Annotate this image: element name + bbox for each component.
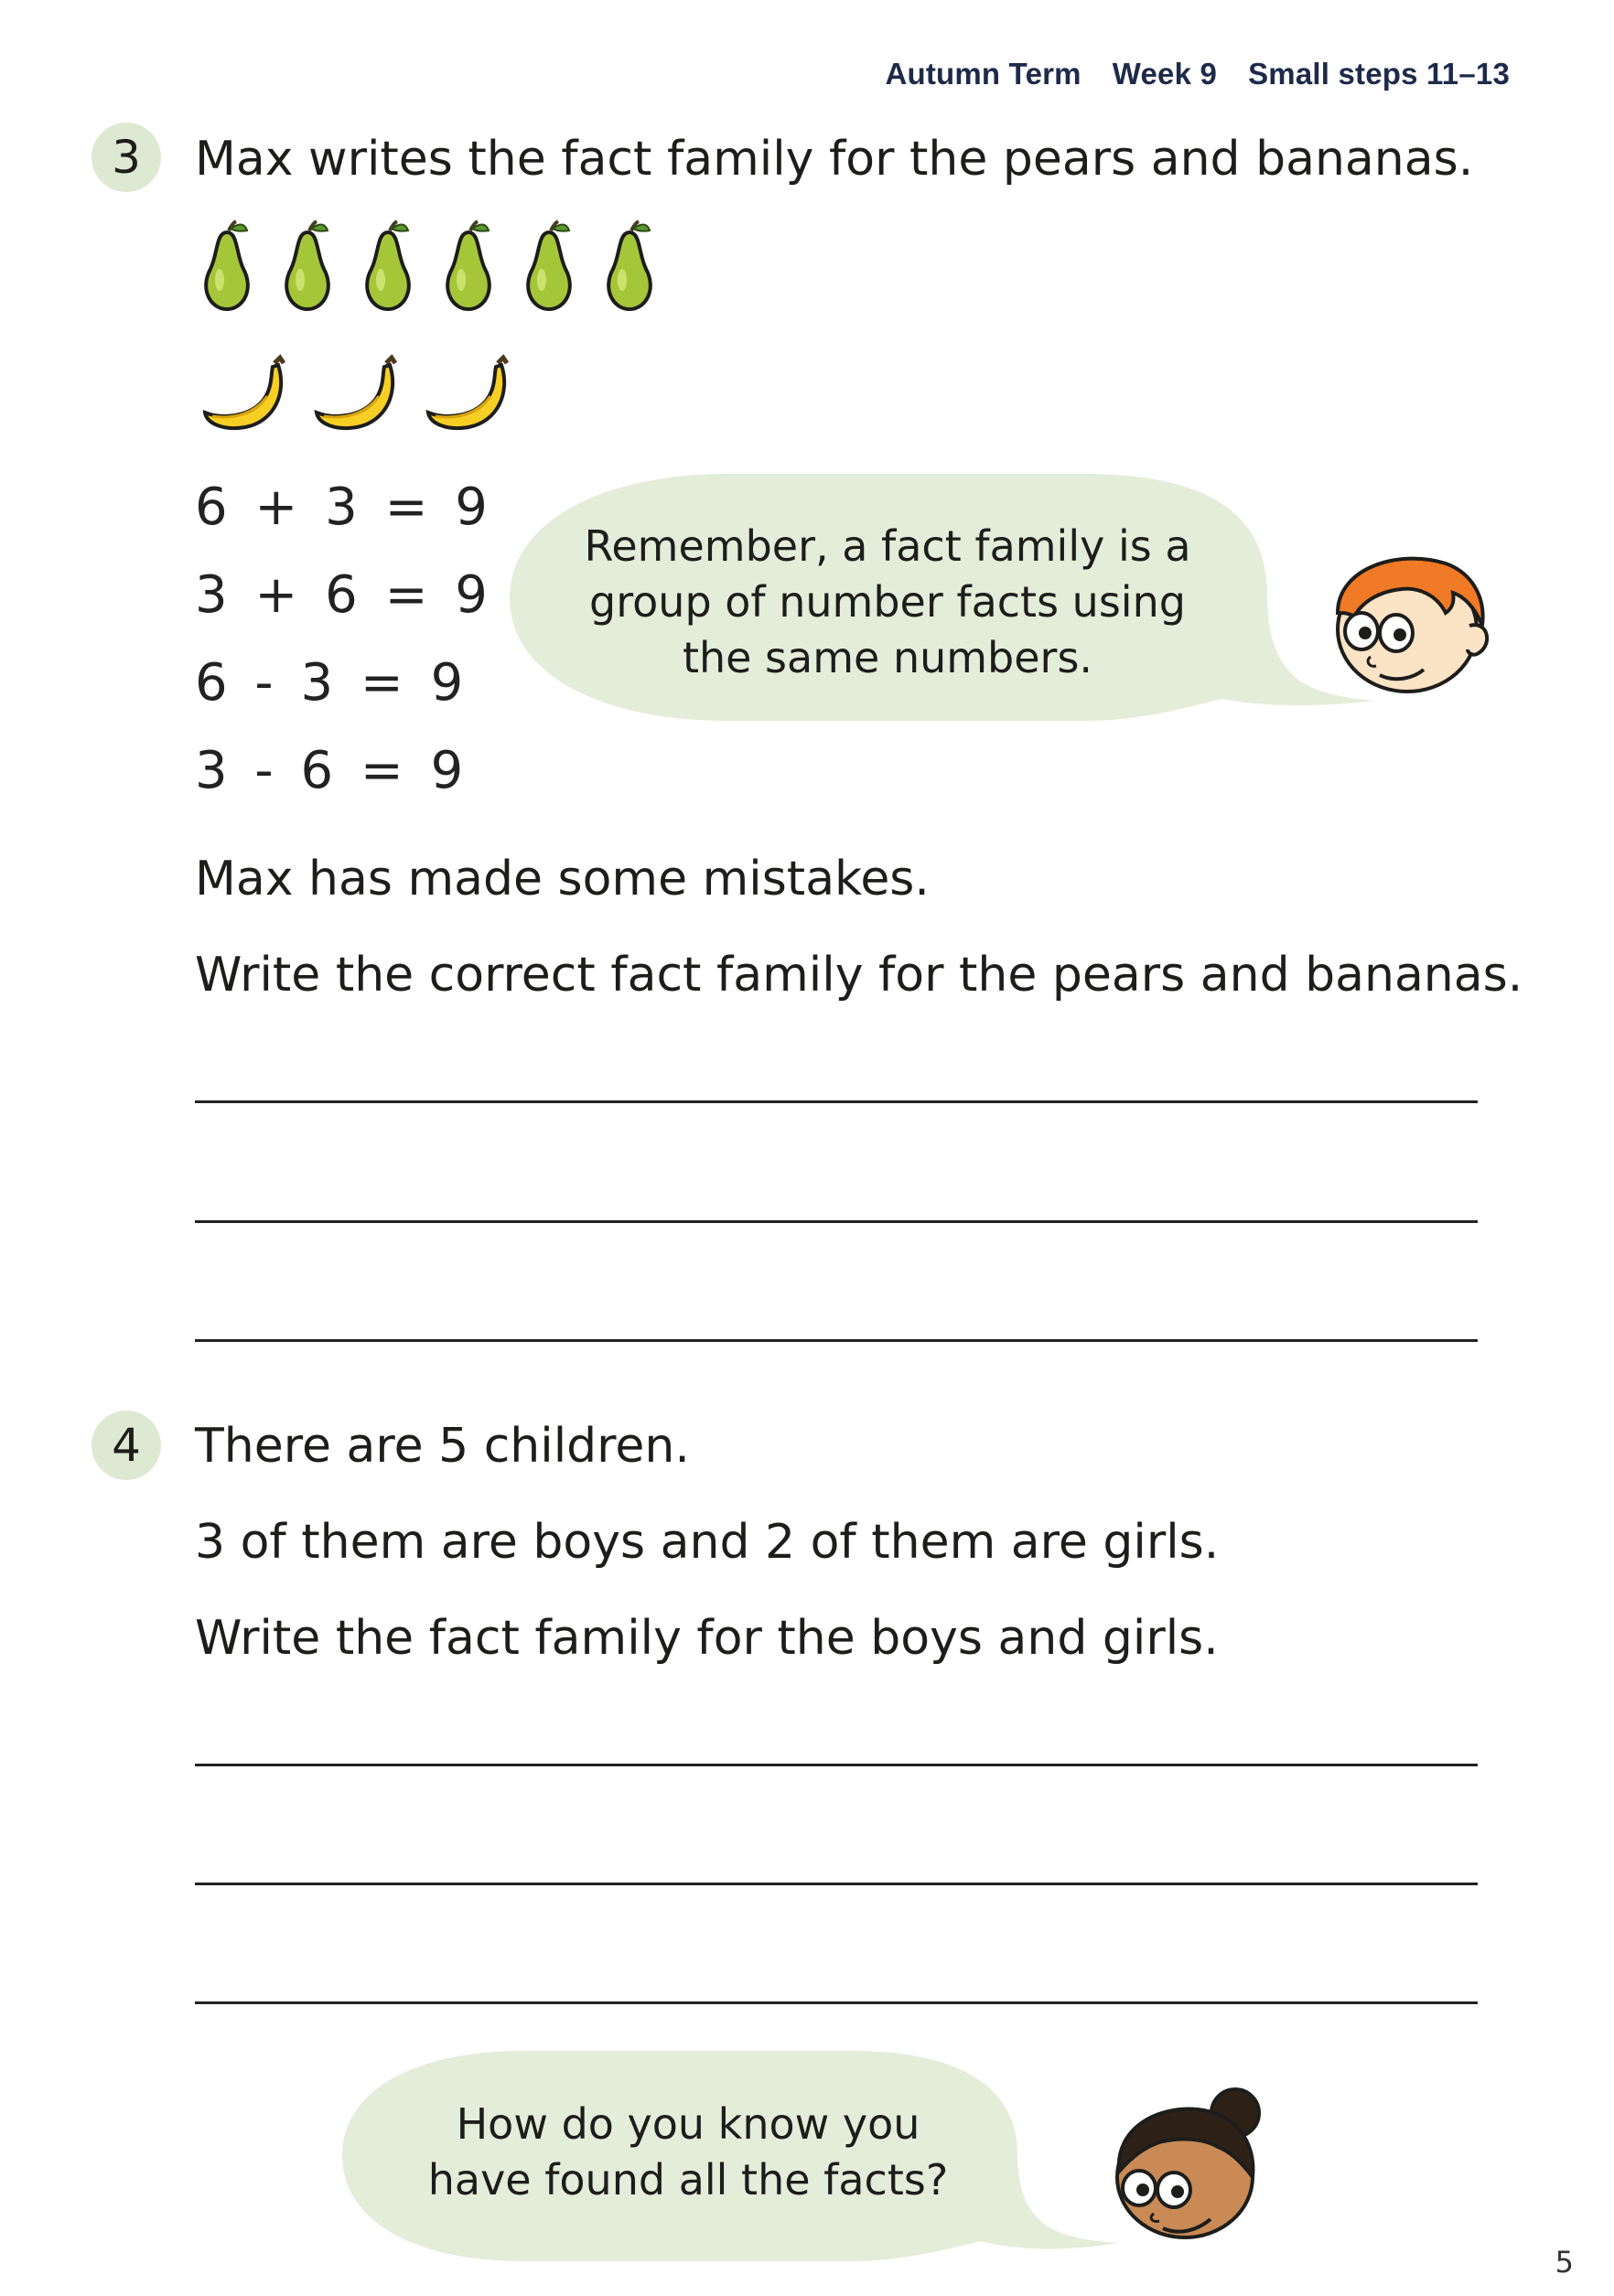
- banana-icon: [428, 358, 507, 428]
- question-3-mistakes: Max has made some mistakes.: [195, 852, 930, 907]
- page-number: 5: [1555, 2245, 1574, 2280]
- header-steps: Small steps 11–13: [1248, 57, 1510, 91]
- banana-icon: [317, 358, 395, 428]
- question-4-number: 4: [91, 1411, 161, 1480]
- pear-icon: [206, 221, 248, 309]
- fact-3: 6 - 3 = 9: [195, 653, 469, 713]
- question-3-number: 3: [91, 123, 161, 192]
- answer-line-q3-3[interactable]: [195, 1339, 1478, 1342]
- bubble-2-line-1: How do you know you: [456, 2099, 920, 2149]
- question-4-line-1: There are 5 children.: [195, 1419, 690, 1474]
- pear-icon: [367, 221, 409, 309]
- answer-line-q4-2[interactable]: [195, 1883, 1478, 1885]
- header-week: Week 9: [1112, 57, 1218, 91]
- bananas-group: [203, 352, 523, 435]
- fact-1: 6 + 3 = 9: [195, 477, 493, 537]
- speech-bubble-1-text: [526, 519, 1249, 686]
- answer-line-q3-2[interactable]: [195, 1220, 1478, 1223]
- answer-line-q3-1[interactable]: [195, 1100, 1478, 1103]
- speech-bubble-2-text: [359, 2097, 1017, 2208]
- pear-icon: [608, 221, 651, 309]
- boy-character-icon: [1318, 549, 1491, 704]
- question-3-prompt: Max writes the fact family for the pears and bananas.: [195, 132, 1474, 187]
- fact-4: 3 - 6 = 9: [195, 741, 469, 800]
- bubble-1-line-2: group of number facts using: [589, 577, 1186, 627]
- question-4-line-2: 3 of them are boys and 2 of them are girls.: [195, 1515, 1220, 1570]
- bubble-1-line-3: the same numbers.: [682, 633, 1093, 682]
- pears-row: [197, 220, 672, 311]
- bubble-1-line-1: Remember, a fact family is a: [584, 521, 1191, 571]
- bananas-row: [203, 352, 523, 435]
- pears-group: [197, 220, 672, 311]
- header-term: Autumn Term: [885, 57, 1081, 91]
- banana-icon: [205, 358, 284, 428]
- pear-icon: [447, 221, 490, 309]
- pear-icon: [528, 221, 570, 309]
- answer-line-q4-3[interactable]: [195, 2001, 1478, 2004]
- page-header: [854, 57, 1510, 91]
- pear-icon: [286, 221, 328, 309]
- answer-line-q4-1[interactable]: [195, 1764, 1478, 1766]
- bubble-2-line-2: have found all the facts?: [427, 2155, 949, 2205]
- girl-character-icon: [1103, 2086, 1276, 2246]
- question-4-task: Write the fact family for the boys and girls.: [195, 1611, 1219, 1666]
- fact-2: 3 + 6 = 9: [195, 565, 493, 625]
- question-3-task: Write the correct fact family for the pears and bananas.: [195, 948, 1523, 1003]
